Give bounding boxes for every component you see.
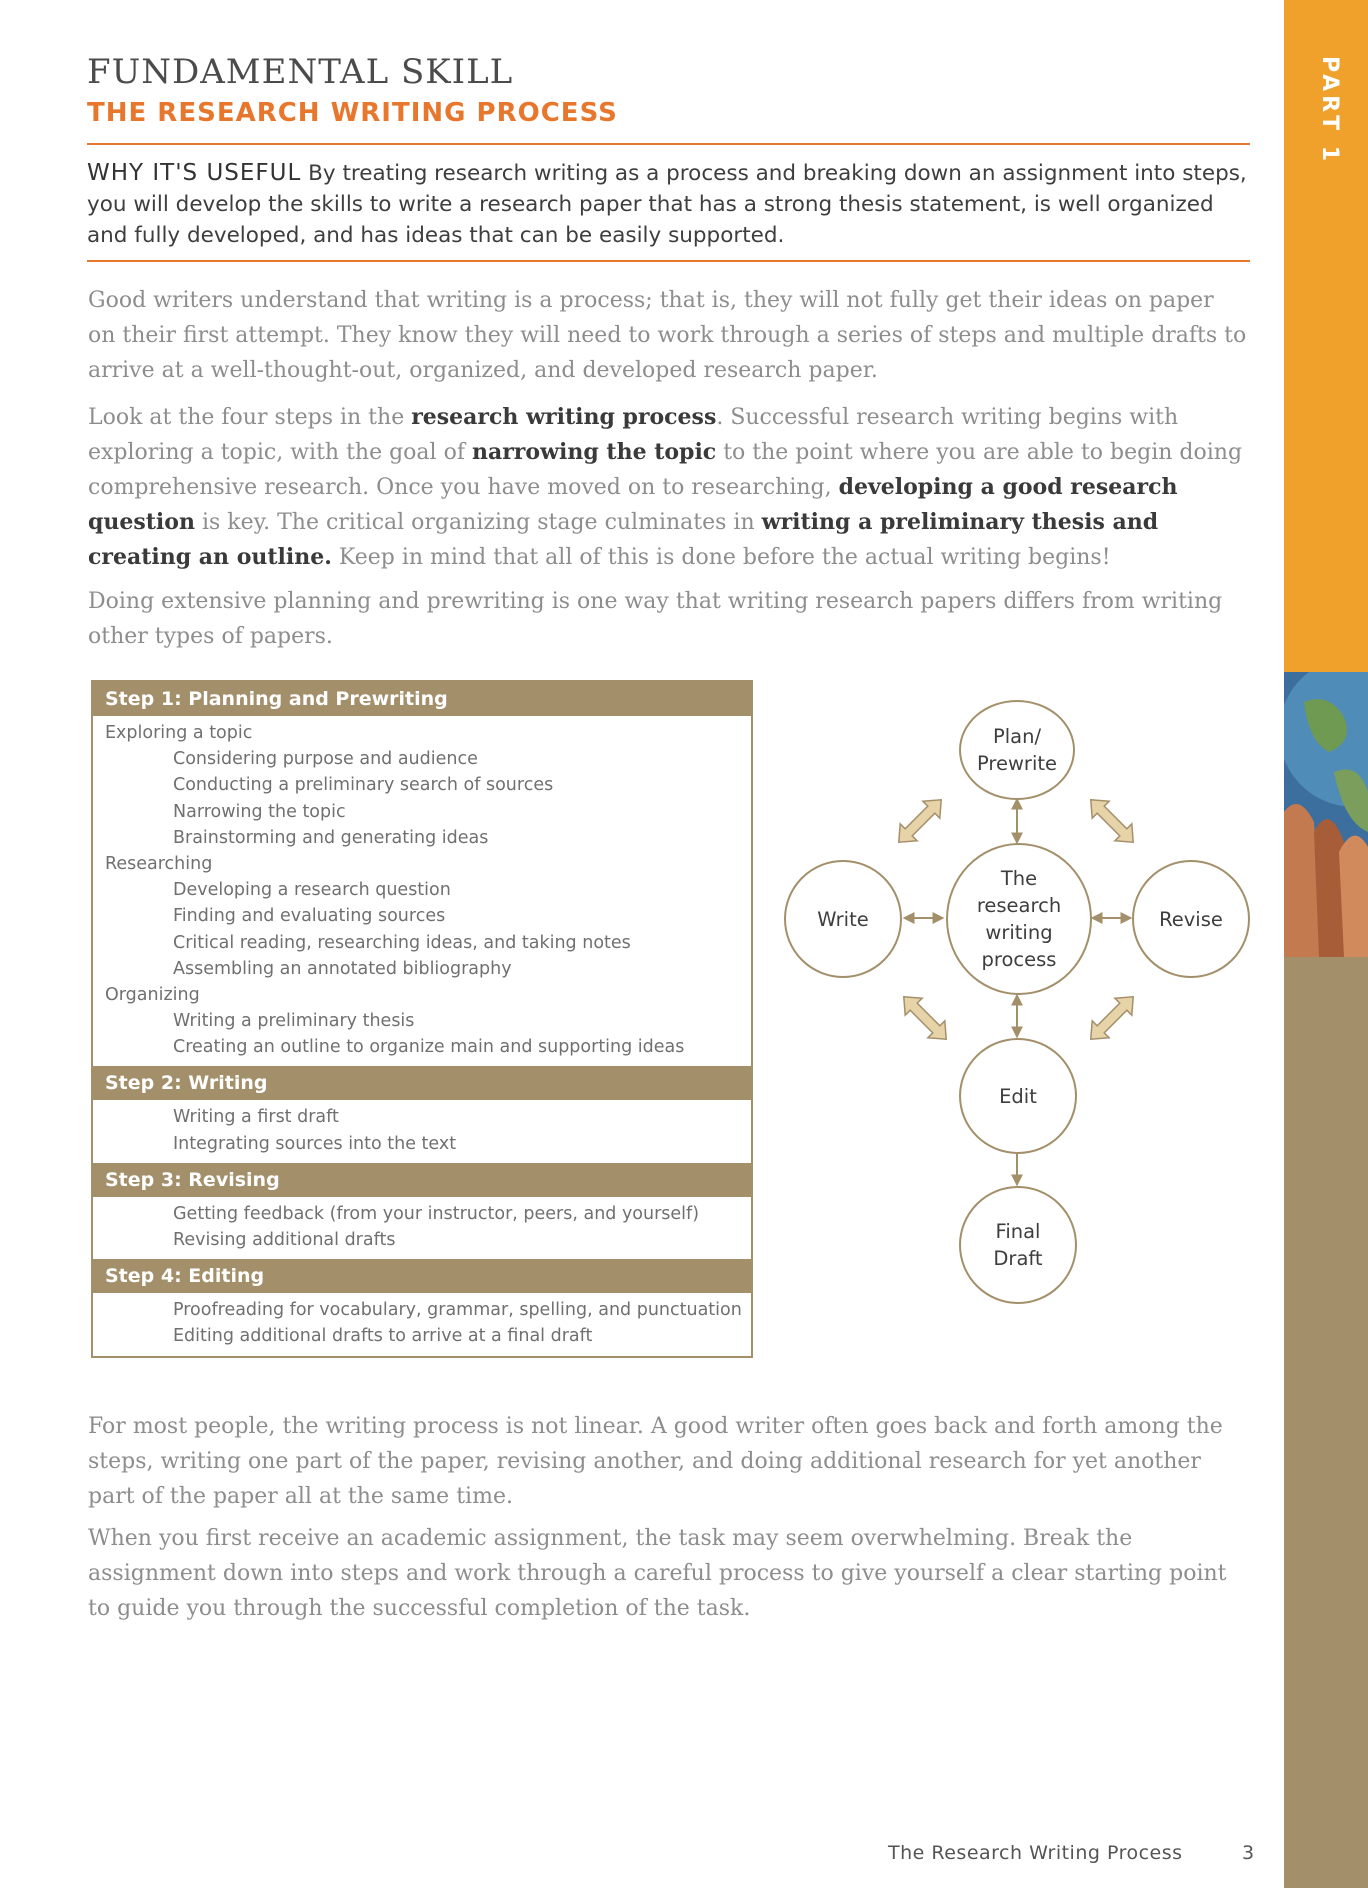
p2-bold-3: developing a good research question: [88, 474, 1178, 535]
write-node: [784, 860, 902, 978]
bottom-divider: [87, 260, 1250, 262]
center-node: [946, 843, 1092, 995]
why-useful-box: [87, 158, 1247, 251]
step3-body: [93, 1197, 751, 1259]
step1-header: Step 1: Planning and Prewriting: [93, 682, 751, 716]
page-title: THE RESEARCH WRITING PROCESS: [87, 98, 618, 128]
list-item: Integrating sources into the text: [173, 1133, 457, 1154]
paragraph-5: When you first receive an academic assignment, the task may seem overwhelming. Break the assignment down into steps and work through a careful process to give yourself a clear starting point to guide you through the successful completion of the task.: [88, 1526, 1227, 1621]
running-footer: The Research Writing Process: [888, 1842, 1183, 1864]
node-label: The: [1000, 867, 1038, 890]
list-item: Researching: [105, 853, 213, 874]
top-divider: [87, 143, 1250, 145]
plan-revise-big-arrow: [1082, 791, 1141, 850]
list-item: Assembling an annotated bibliography: [173, 958, 512, 979]
final-draft-node: [959, 1186, 1077, 1304]
node-label: Final: [995, 1220, 1041, 1243]
list-item: Critical reading, researching ideas, and taking notes: [173, 932, 631, 953]
write-plan-big-arrow: [890, 791, 949, 850]
list-item: Creating an outline to organize main and supporting ideas: [173, 1037, 685, 1058]
edit-node: [959, 1038, 1077, 1154]
revise-node: [1132, 860, 1250, 978]
page-number: 3: [1242, 1842, 1255, 1864]
p2-bold-1: research writing process: [411, 404, 717, 430]
p2-bold-4: writing a preliminary thesis and creating an outline.: [88, 509, 1159, 570]
node-label: Write: [817, 907, 869, 931]
list-item: Considering purpose and audience: [173, 749, 478, 770]
node-label: research: [976, 894, 1062, 917]
step3-header: Step 3: Revising: [93, 1163, 751, 1197]
list-item: Exploring a topic: [105, 723, 253, 743]
steps-table: [91, 680, 753, 1358]
plan-prewrite-node: [959, 700, 1075, 800]
part-label: PART 1: [1317, 56, 1342, 166]
paragraph-2: [88, 400, 1248, 575]
p2-text-3: to the point where you are able to begin doing comprehensive research. Once you have moved on to researching,: [88, 440, 1243, 500]
node-label: Plan/: [992, 725, 1042, 748]
list-item: Developing a research question: [173, 880, 451, 901]
p2-text-1: Look at the four steps in the: [88, 405, 412, 430]
p2-text-2: . Successful research writing begins with exploring a topic, with the goal of: [88, 405, 1179, 465]
step4-body: [93, 1293, 751, 1355]
sidebar-olive-band: [1284, 957, 1368, 1888]
node-label: Draft: [993, 1247, 1043, 1270]
p2-bold-2: narrowing the topic: [471, 439, 717, 465]
p2-text-4: is key. The critical organizing stage culminates in: [194, 510, 762, 535]
earth-hands-photo: [1284, 672, 1368, 957]
paragraph-3: Doing extensive planning and prewriting is one way that writing research papers differs from writing other types of papers.: [88, 589, 1223, 649]
section-kicker: FUNDAMENTAL SKILL: [87, 52, 514, 92]
list-item: Getting feedback (from your instructor, peers, and yourself): [173, 1203, 700, 1224]
list-item: Writing a first draft: [173, 1107, 339, 1128]
node-label: writing: [985, 921, 1053, 944]
node-label: Revise: [1159, 907, 1223, 931]
step2-body: [93, 1100, 751, 1162]
list-item: Proofreading for vocabulary, grammar, spelling, and punctuation: [173, 1300, 742, 1321]
list-item: Brainstorming and generating ideas: [173, 827, 489, 848]
step2-header: Step 2: Writing: [93, 1066, 751, 1100]
paragraph-1: Good writers understand that writing is a process; that is, they will not fully get their ideas on paper on their first attempt. They know they will need to work through a series of steps and multiple drafts to arrive at a well-thought-out, organized, and developed research paper.: [88, 288, 1247, 383]
list-item: Narrowing the topic: [173, 801, 346, 822]
why-useful-text: By treating research writing as a process and breaking down an assignment into steps, you will develop the skills to write a research paper that has a strong thesis statement, is well organized and fully developed, and has ideas that can be easily supported.: [87, 161, 1247, 248]
node-label: Edit: [999, 1084, 1037, 1108]
write-edit-big-arrow: [895, 988, 954, 1047]
p2-text-5: Keep in mind that all of this is done before the actual writing begins!: [331, 545, 1111, 570]
paragraph-4: For most people, the writing process is not linear. A good writer often goes back and forth among the steps, writing one part of the paper, revising another, and doing additional research for yet another part of the paper all at the same time.: [88, 1414, 1223, 1509]
node-label: process: [981, 948, 1057, 971]
list-item: Conducting a preliminary search of sources: [173, 775, 554, 796]
step1-body: [93, 716, 751, 1066]
process-diagram: [780, 700, 1260, 1320]
why-useful-lead: WHY IT'S USEFUL: [87, 160, 302, 186]
list-item: Finding and evaluating sources: [173, 906, 446, 927]
step4-header: Step 4: Editing: [93, 1259, 751, 1293]
node-label: Prewrite: [976, 752, 1058, 775]
list-item: Organizing: [105, 984, 200, 1005]
edit-revise-big-arrow: [1082, 988, 1141, 1047]
list-item: Editing additional drafts to arrive at a final draft: [173, 1326, 593, 1347]
list-item: Revising additional drafts: [173, 1230, 396, 1250]
list-item: Writing a preliminary thesis: [173, 1011, 415, 1032]
